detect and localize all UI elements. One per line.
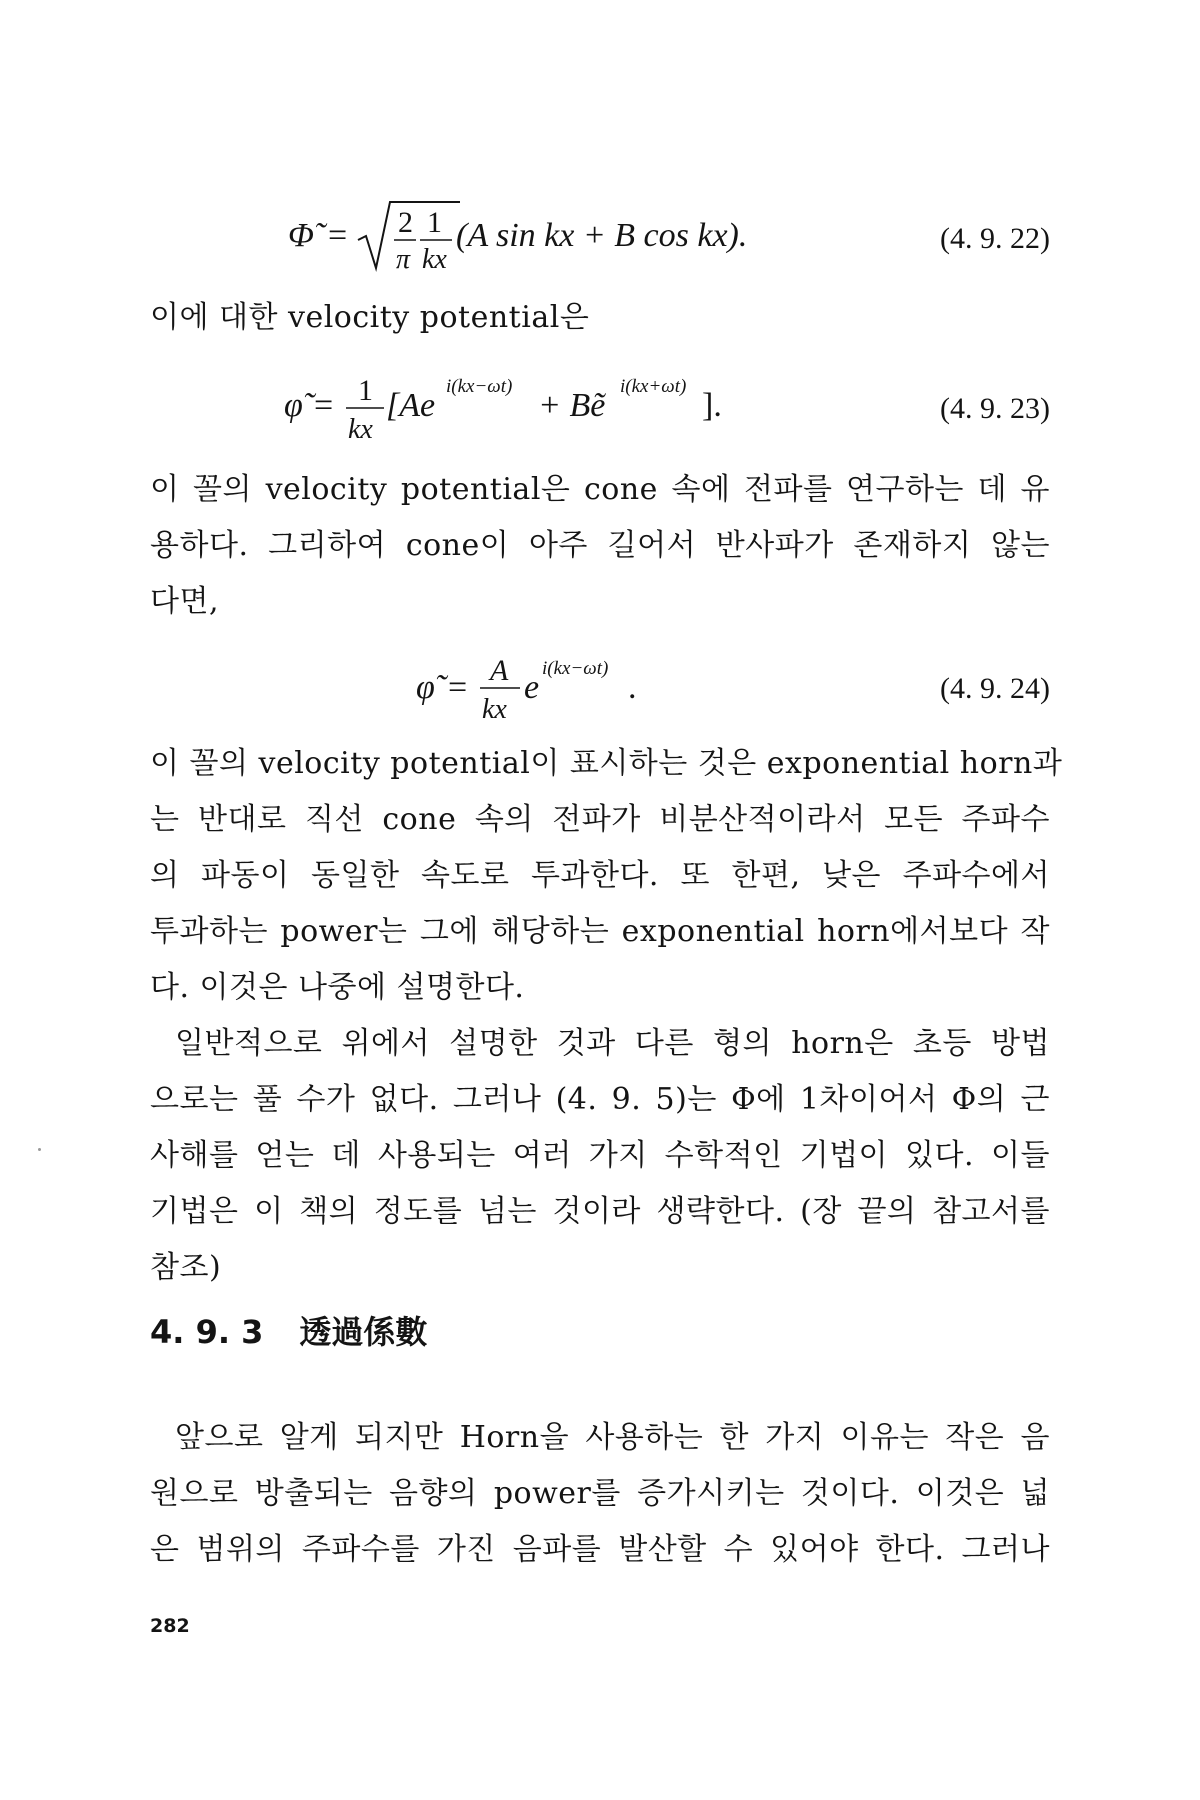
equation-4-9-24 bbox=[150, 640, 1050, 730]
eq23-equals: = bbox=[314, 387, 334, 424]
text-line: 이 꼴의 velocity potential은 cone 속에 전파를 연구하는 데 유 bbox=[150, 472, 1050, 507]
text-line: 사해를 얻는 데 사용되는 여러 가지 수학적인 기법이 있다. 이들 bbox=[150, 1138, 1050, 1173]
text-line: 앞으로 알게 되지만 Horn을 사용하는 한 가지 이유는 작은 음 bbox=[175, 1420, 1050, 1455]
text-line: 다. 이것은 나중에 설명한다. bbox=[150, 970, 525, 1005]
text-line: 일반적으로 위에서 설명한 것과 다른 형의 horn은 초등 방법 bbox=[175, 1026, 1050, 1061]
section-heading bbox=[150, 1310, 427, 1354]
eq23-sup2: i(kx+ωt) bbox=[620, 376, 687, 397]
text-line: 원으로 방출되는 음향의 power를 증가시키는 것이다. 이것은 넓 bbox=[150, 1476, 1050, 1511]
section-number: 4. 9. 3 bbox=[150, 1313, 264, 1351]
eq24-lhs: φ̃ bbox=[416, 669, 435, 706]
text-line: 는 반대로 직선 cone 속의 전파가 비분산적이라서 모든 주파수 bbox=[150, 802, 1050, 837]
text-line: 다면, bbox=[150, 584, 219, 619]
eq24-base: e bbox=[524, 669, 540, 706]
text-line: 이에 대한 velocity potential은 bbox=[150, 300, 590, 335]
eq22-body: (A sin kx + B cos kx). bbox=[456, 217, 748, 254]
scan-speck bbox=[38, 1148, 41, 1151]
eq22-lhs: Φ̃ bbox=[288, 217, 314, 254]
text-line: 참조) bbox=[150, 1250, 222, 1285]
equation-4-9-23-formula bbox=[150, 362, 910, 452]
section-title: 透過係數 bbox=[299, 1313, 428, 1351]
eq23-sup1: i(kx−ωt) bbox=[446, 376, 513, 397]
eq22-num-left: 2 bbox=[398, 206, 413, 239]
eq23-frac-den: kx bbox=[348, 414, 373, 445]
eq22-den-right: kx bbox=[422, 244, 447, 275]
text-line: 투과하는 power는 그에 해당하는 exponential horn에서보다 작 bbox=[150, 914, 1050, 949]
eq24-frac-num: A bbox=[490, 654, 509, 687]
equation-4-9-22 bbox=[150, 190, 1050, 280]
eq24-equals: = bbox=[448, 669, 468, 706]
text-line: 용하다. 그리하여 cone이 아주 길어서 반사파가 존재하지 않는 bbox=[150, 528, 1050, 563]
eq24-frac-den: kx bbox=[482, 694, 507, 725]
equation-number: (4. 9. 23) bbox=[940, 392, 1050, 425]
eq22-num-right: 1 bbox=[427, 206, 442, 239]
eq23-lhs: φ̃ bbox=[284, 387, 303, 424]
eq22-den-left: π bbox=[396, 244, 411, 275]
equation-number: (4. 9. 24) bbox=[940, 672, 1050, 705]
eq24-sup: i(kx−ωt) bbox=[542, 658, 609, 679]
eq23-frac-num: 1 bbox=[358, 374, 373, 407]
text-line: 으로는 풀 수가 없다. 그러나 (4. 9. 5)는 Φ에 1차이어서 Φ의 근 bbox=[150, 1082, 1050, 1117]
text-line: 의 파동이 동일한 속도로 투과한다. 또 한편, 낮은 주파수에서 bbox=[150, 858, 1050, 893]
equation-4-9-23 bbox=[150, 362, 1050, 452]
text-line: 기법은 이 책의 정도를 넘는 것이라 생략한다. (장 끝의 참고서를 bbox=[150, 1194, 1050, 1229]
eq23-mid: + Bẽ bbox=[538, 387, 606, 424]
text-line: 은 범위의 주파수를 가진 음파를 발산할 수 있어야 한다. 그러나 bbox=[150, 1532, 1050, 1567]
eq24-tail: . bbox=[628, 669, 637, 706]
equation-4-9-22-formula bbox=[150, 190, 910, 280]
page-number: 282 bbox=[150, 1615, 190, 1637]
eq23-close: ]. bbox=[702, 387, 722, 424]
eq22-equals: = bbox=[328, 217, 348, 254]
eq23-open: [Ae bbox=[386, 387, 436, 424]
equation-number: (4. 9. 22) bbox=[940, 222, 1050, 255]
text-line: 이 꼴의 velocity potential이 표시하는 것은 exponential horn과 bbox=[150, 746, 1063, 781]
equation-4-9-24-formula bbox=[150, 640, 910, 730]
